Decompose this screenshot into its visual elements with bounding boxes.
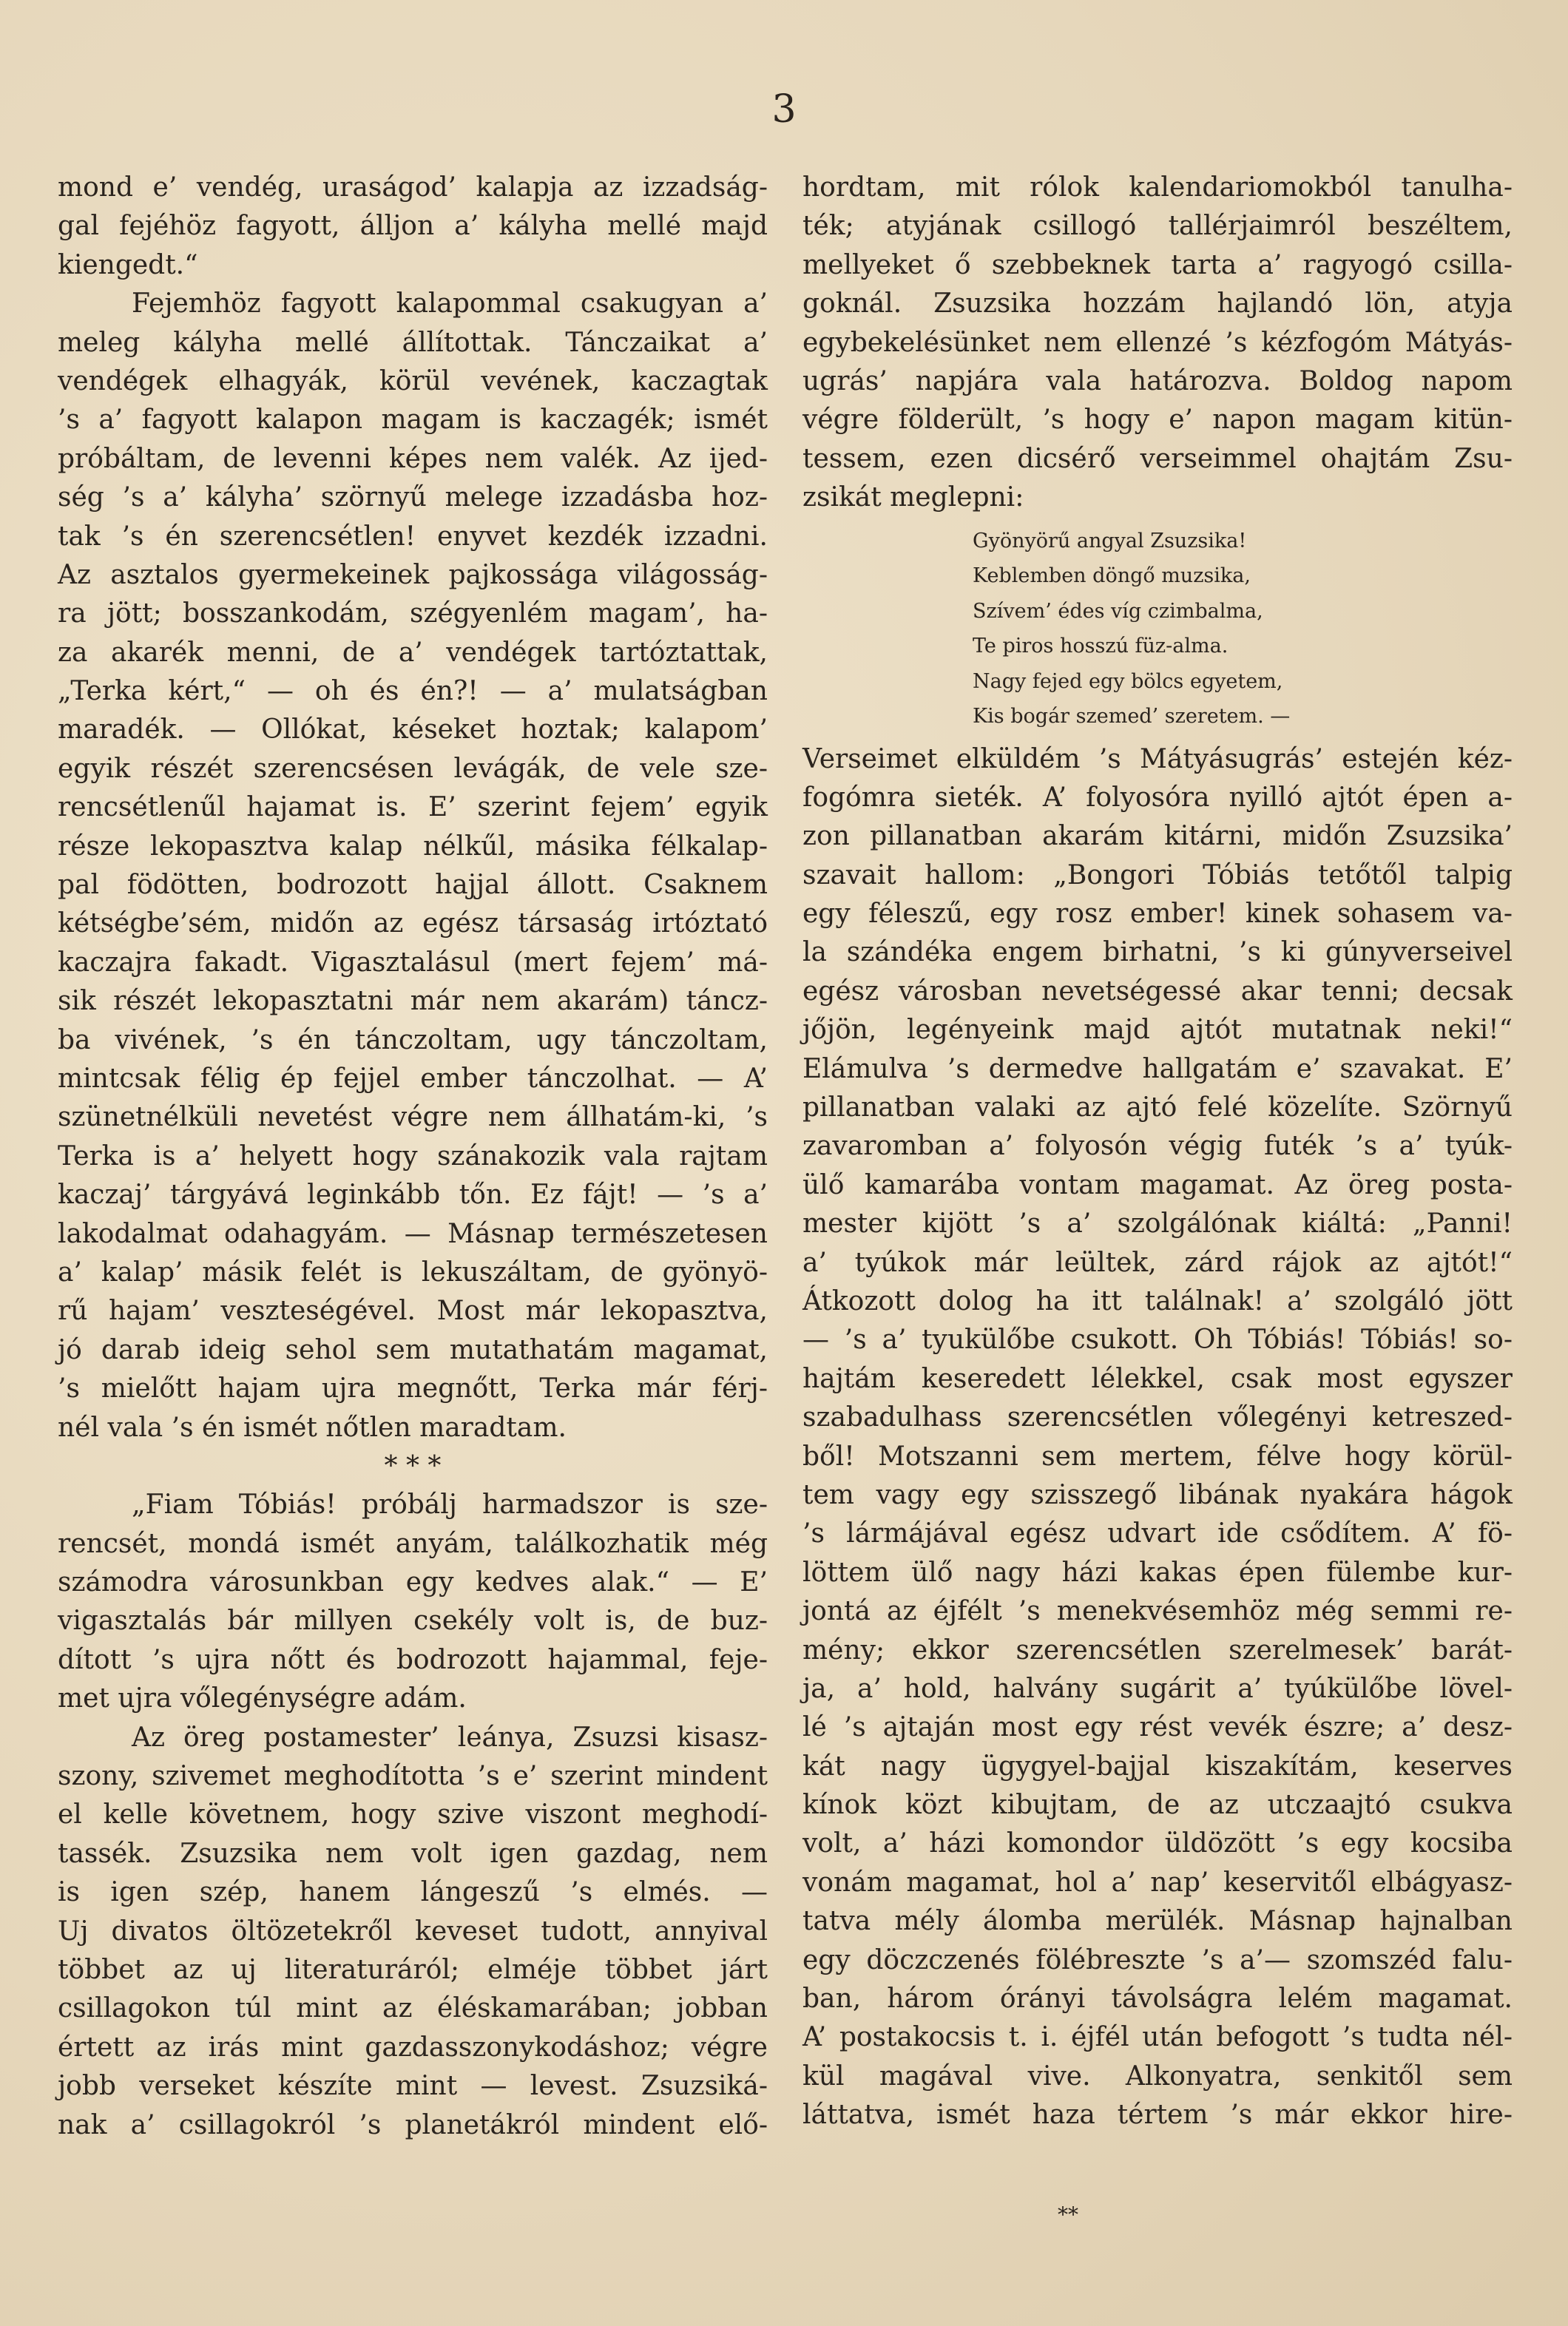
- text-line: ’s a’ fagyott kalapon magam is kaczagék; ismét: [58, 405, 768, 436]
- text-line: láttatva, ismét haza tértem ’s már ekkor hire-: [802, 2100, 1513, 2131]
- text-line: sik részét lekopasztatni már nem akarám) táncz-: [58, 986, 768, 1017]
- text-line: tassék. Zsuzsika nem volt igen gazdag, nem: [58, 1838, 768, 1869]
- text-line: egybekelésünket nem ellenzé ’s kézfogóm Mátyás-: [802, 327, 1513, 358]
- text-line: pillanatban valaki az ajtó felé közelíte. Szörnyű: [802, 1092, 1513, 1123]
- text-line: szony, szivemet meghodította ’s e’ szerint mindent: [58, 1761, 768, 1792]
- poem-line: Szívem’ édes víg czimbalma,: [973, 599, 1263, 623]
- text-line: többet az uj literaturáról; elméje többet járt: [58, 1954, 768, 1985]
- text-line: zon pillanatban akarám kitárni, midőn Zsuzsika’: [802, 821, 1513, 852]
- text-line: volt, a’ házi komondor üldözött ’s egy kocsiba: [802, 1828, 1513, 1859]
- text-line: Az asztalos gyermekeinek pajkossága világosság-: [58, 559, 768, 590]
- text-line: löttem ülő nagy házi kakas épen fülembe kur-: [802, 1557, 1513, 1588]
- text-line: goknál. Zsuzsika hozzám hajlandó lön, atyja: [802, 288, 1513, 320]
- text-line: vigasztalás bár millyen csekély volt is, de buz-: [58, 1606, 768, 1637]
- text-line: mond e’ vendég, uraságod’ kalapja az izzadság-: [58, 172, 768, 203]
- page-number: 3: [771, 87, 797, 132]
- text-line: mintcsak félig ép fejjel ember tánczolhat. — A’: [58, 1063, 768, 1094]
- text-line: ban, három órányi távolságra lelém magamat.: [802, 1984, 1513, 2015]
- text-line: jontá az éjfélt ’s menekvésemhöz még semmi re-: [802, 1596, 1513, 1627]
- text-line: kétségbe’sém, midőn az egész társaság irtóztató: [58, 908, 768, 939]
- text-line: számodra városunkban egy kedves alak.“ — E’: [58, 1567, 768, 1598]
- text-line: egy féleszű, egy rosz ember! kinek sohasem va-: [802, 899, 1513, 930]
- poem-line: Keblemben döngő muzsika,: [973, 564, 1251, 588]
- text-line: mester kijött ’s a’ szolgálónak kiáltá: „Panni!: [802, 1208, 1513, 1240]
- text-line: ba vivének, ’s én tánczoltam, ugy tánczoltam,: [58, 1024, 768, 1055]
- text-line: ből! Motszanni sem mertem, félve hogy körül-: [802, 1441, 1513, 1472]
- text-line: szünetnélküli nevetést végre nem állhatám-ki, ’s: [58, 1102, 768, 1133]
- signature-mark: **: [1058, 2202, 1078, 2227]
- text-line: a’ kalap’ másik felét is lekuszáltam, de gyönyö-: [58, 1257, 768, 1288]
- text-line: a’ tyúkok már leültek, zárd rájok az ajtót!“: [802, 1247, 1513, 1278]
- text-line: tessem, ezen dicsérő verseimmel ohajtám Zsu-: [802, 443, 1513, 474]
- text-line: rencsét, mondá ismét anyám, találkozhatik még: [58, 1528, 768, 1559]
- text-line: jőjön, legényeink majd ajtót mutatnak neki!“: [802, 1015, 1513, 1046]
- text-line: ség ’s a’ kályha’ szörnyű melege izzadásba hoz-: [58, 482, 768, 513]
- text-line: hordtam, mit rólok kalendariomokból tanulha-: [802, 172, 1513, 203]
- text-line: Elámulva ’s dermedve hallgatám e’ szavakat. E’: [802, 1053, 1513, 1084]
- text-line: ’s lármájával egész udvart ide csődítem. A’ fö-: [802, 1518, 1513, 1549]
- text-line: rencsétlenűl hajamat is. E’ szerint fejem’ egyik: [58, 792, 768, 823]
- text-line: kínok közt kibujtam, de az utczaajtó csukva: [802, 1790, 1513, 1821]
- poem-line: Nagy fejed egy bölcs egyetem,: [973, 669, 1283, 693]
- text-line: zsikát meglepni:: [802, 482, 1024, 513]
- text-line: el kelle követnem, hogy szive viszont meghodí-: [58, 1799, 768, 1830]
- text-line: végre földerült, ’s hogy e’ napon magam kitün-: [802, 405, 1513, 436]
- text-line: is igen szép, hanem lángeszű ’s elmés. —: [58, 1877, 768, 1908]
- text-line: lakodalmat odahagyám. — Másnap természetesen: [58, 1218, 768, 1249]
- text-line: tak ’s én szerencsétlen! enyvet kezdék izzadni.: [58, 521, 768, 552]
- text-line: rű hajam’ veszteségével. Most már lekopasztva,: [58, 1296, 768, 1327]
- text-line: szabadulhass szerencsétlen vőlegényi ketreszed-: [802, 1402, 1513, 1433]
- text-line: ra jött; bosszankodám, szégyenlém magam’, ha-: [58, 598, 768, 629]
- text-line: Terka is a’ helyett hogy szánakozik vala rajtam: [58, 1140, 768, 1172]
- text-line: za akarék menni, de a’ vendégek tartóztattak,: [58, 637, 768, 668]
- text-line: része lekopasztva kalap nélkűl, másika félkalap-: [58, 831, 768, 862]
- text-line: ülő kamarába vontam magamat. Az öreg posta-: [802, 1169, 1513, 1200]
- text-line: kát nagy ügygyel-bajjal kiszakítám, keserves: [802, 1751, 1513, 1782]
- text-line: maradék. — Ollókat, késeket hoztak; kalapom’: [58, 714, 768, 746]
- text-line: jobb verseket készíte mint — levest. Zsuzsiká-: [58, 2071, 768, 2102]
- text-line: Átkozott dolog ha itt találnak! a’ szolgáló jött: [802, 1285, 1513, 1316]
- text-line: vonám magamat, hol a’ nap’ keservitől elbágyasz-: [802, 1867, 1513, 1898]
- text-line: meleg kályha mellé állítottak. Tánczaikat a’: [58, 327, 768, 358]
- poem-line: Gyönyörű angyal Zsuzsika!: [973, 529, 1247, 552]
- text-line: hajtám keseredett lélekkel, csak most egyszer: [802, 1363, 1513, 1394]
- text-line: jó darab ideig sehol sem mutathatám magamat,: [58, 1334, 768, 1365]
- text-line: mény; ekkor szerencsétlen szerelmesek’ barát-: [802, 1634, 1513, 1666]
- text-line: zavaromban a’ folyosón végig futék ’s a’ tyúk-: [802, 1131, 1513, 1162]
- text-line: kül magával vive. Alkonyatra, senkitől sem: [802, 2060, 1513, 2092]
- right-column-bottom-text: [802, 740, 1513, 2135]
- text-line: egész városban nevetségessé akar tenni; decsak: [802, 976, 1513, 1007]
- text-line: Verseimet elküldém ’s Mátyásugrás’ estején kéz-: [802, 743, 1513, 774]
- text-line: mellyeket ő szebbeknek tarta a’ ragyogó csilla-: [802, 249, 1513, 280]
- right-column-top-text: [802, 169, 1513, 518]
- text-line: ja, a’ hold, halvány sugárit a’ tyúkülőbe lövel-: [802, 1673, 1513, 1704]
- text-line: próbáltam, de levenni képes nem valék. Az ijed-: [58, 443, 768, 474]
- text-line: * * *: [384, 1450, 442, 1481]
- left-column: [58, 169, 768, 2145]
- text-line: kiengedt.“: [58, 249, 198, 280]
- text-line: nak a’ csillagokról ’s planetákról mindent elő-: [58, 2109, 768, 2140]
- text-line: kaczaj’ tárgyává leginkább tőn. Ez fájt! — ’s a’: [58, 1180, 768, 1211]
- text-line: nél vala ’s én ismét nőtlen maradtam.: [58, 1412, 567, 1443]
- text-line: — ’s a’ tyukülőbe csukott. Oh Tóbiás! Tóbiás! so-: [802, 1325, 1513, 1356]
- text-line: Az öreg postamester’ leánya, Zsuzsi kisasz-: [132, 1722, 768, 1753]
- text-line: Fejemhöz fagyott kalapommal csakugyan a’: [132, 288, 768, 320]
- text-line: csillagokon túl mint az éléskamarában; jobban: [58, 1993, 768, 2024]
- text-line: tem vagy egy szisszegő libának nyakára hágok: [802, 1479, 1513, 1510]
- text-line: tatva mély álomba merülék. Másnap hajnalban: [802, 1906, 1513, 1937]
- text-line: lé ’s ajtaján most egy rést vevék észre; a’ desz-: [802, 1712, 1513, 1743]
- text-line: egyik részét szerencsésen levágák, de vele sze-: [58, 753, 768, 784]
- poem-line: Te piros hosszú füz-alma.: [973, 635, 1229, 658]
- text-line: ’s mielőtt hajam ujra megnőtt, Terka már férj-: [58, 1373, 768, 1404]
- text-line: Uj divatos öltözetekről keveset tudott, annyival: [58, 1916, 768, 1947]
- poem: [802, 524, 1513, 734]
- text-line: „Fiam Tóbiás! próbálj harmadszor is sze-: [132, 1490, 768, 1521]
- text-line: kaczajra fakadt. Vigasztalásul (mert fejem’ má-: [58, 947, 768, 978]
- poem-line: Kis bogár szemed’ szeretem. —: [973, 705, 1291, 728]
- text-line: ugrás’ napjára vala határozva. Boldog napom: [802, 365, 1513, 396]
- text-line: la szándéka engem birhatni, ’s ki gúnyverseivel: [802, 937, 1513, 968]
- text-line: „Terka kért,“ — oh és én?! — a’ mulatságban: [58, 676, 768, 707]
- text-line: pal födötten, bodrozott hajjal állott. Csaknem: [58, 870, 768, 901]
- text-line: dított ’s ujra nőtt és bodrozott hajammal, feje-: [58, 1644, 768, 1675]
- text-line: egy döczczenés fölébreszte ’s a’— szomszéd falu-: [802, 1944, 1513, 1975]
- text-line: vendégek elhagyák, körül vevének, kaczagtak: [58, 365, 768, 396]
- text-line: gal fejéhöz fagyott, álljon a’ kályha mellé majd: [58, 211, 768, 242]
- text-line: értett az irás mint gazdasszonykodáshoz; végre: [58, 2032, 768, 2063]
- text-line: szavait hallom: „Bongori Tóbiás tetőtől talpig: [802, 859, 1513, 890]
- text-line: A’ postakocsis t. i. éjfél után befogott ’s tudta nél-: [802, 2022, 1513, 2053]
- text-line: fogómra sieték. A’ folyosóra nyilló ajtót épen a-: [802, 782, 1513, 813]
- right-column: [802, 169, 1513, 2135]
- text-line: ték; atyjának csillogó tallérjaimról beszéltem,: [802, 211, 1513, 242]
- text-line: met ujra vőlegénységre adám.: [58, 1683, 467, 1714]
